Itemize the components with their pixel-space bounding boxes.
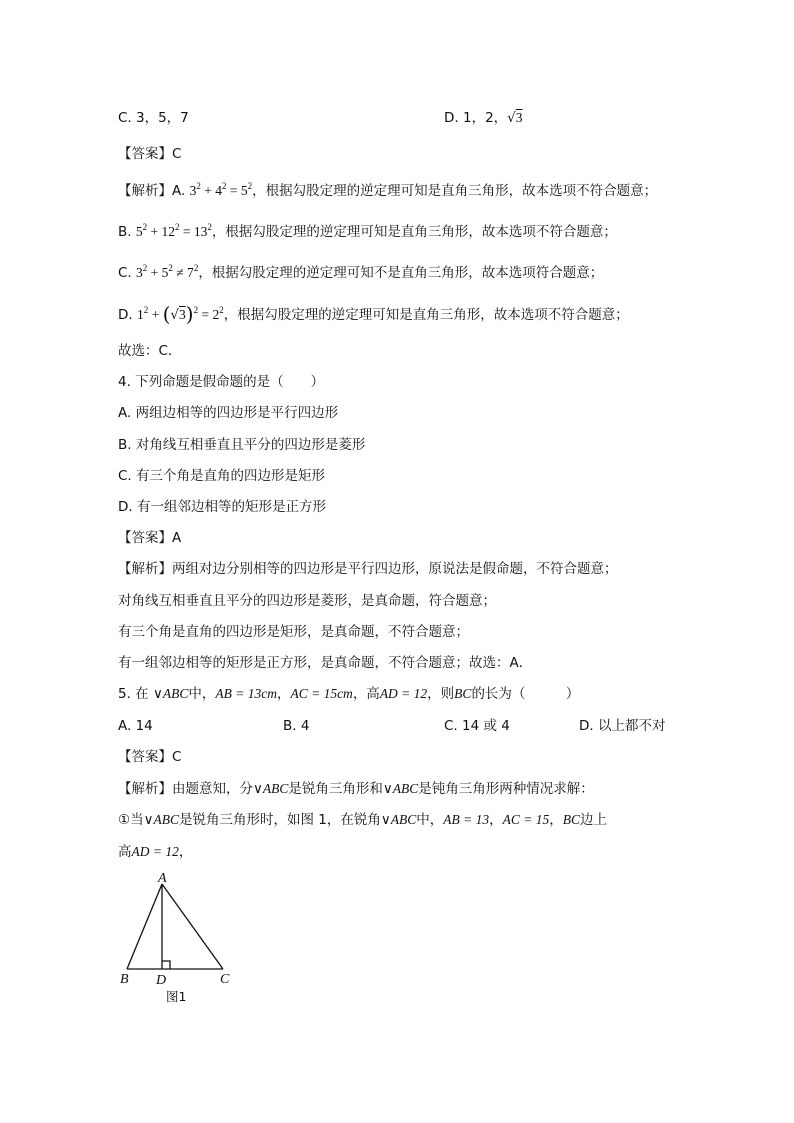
triangle-figure: [116, 868, 246, 1008]
label-b: B: [120, 972, 129, 987]
math-formula: $3^2 + 4^2 = 5^2$: [189, 181, 253, 198]
figure-caption: 图1: [166, 989, 187, 1004]
q3-answer: 【答案】C: [118, 146, 182, 162]
q3-option-c: C. 3，5，7: [118, 110, 189, 126]
q4-option-c: C. 有三个角是直角的四边形是矩形: [118, 468, 326, 484]
q3-analysis-c: C. $3^2 + 5^2 \ne 7^2$，根据勾股定理的逆定理可知不是直角三角形，故本选项符合题意；: [118, 263, 604, 281]
q3-analysis-a: 【解析】A. $3^2 + 4^2 = 5^2$，根据勾股定理的逆定理可知是直角三角形，故本选项不符合题意；: [118, 181, 658, 199]
q5-option-d: D. 以上都不对: [579, 718, 666, 734]
sqrt-symbol: √: [507, 110, 516, 126]
math-formula: $5^2 + 12^2 = 13^2$: [135, 222, 212, 239]
q4-question: 4. 下列命题是假命题的是（ ）: [118, 374, 325, 390]
math-formula: $1^2 + (√3)^2 = 2^2$: [136, 302, 224, 326]
label-a: A: [158, 871, 167, 886]
segment-ac: [162, 884, 223, 969]
q5-analysis-2: ①当∨ABC是锐角三角形时，如图 1，在锐角∨ABC中，AB = 13，AC = 15，BC边上: [118, 812, 608, 828]
triangle-symbol: ∨: [152, 686, 163, 701]
q4-analysis-1: 【解析】两组对边分别相等的四边形是平行四边形，原说法是假命题，不符合题意；: [118, 561, 618, 577]
math-formula: $3^2 + 5^2 \ne 7^2$: [136, 263, 199, 280]
q3-analysis-b: B. $5^2 + 12^2 = 13^2$，根据勾股定理的逆定理可知是直角三角形，故本选项不符合题意；: [118, 222, 617, 240]
q4-option-b: B. 对角线互相垂直且平分的四边形是菱形: [118, 437, 366, 453]
q5-question: 5. 在 ∨ABC中，AB = 13cm，AC = 15cm，高AD = 12，则BC的长为（ ）: [118, 686, 580, 702]
label-c: C: [220, 972, 230, 987]
q4-option-a: A. 两组边相等的四边形是平行四边形: [118, 405, 339, 421]
q5-analysis-3: 高AD = 12，: [118, 844, 193, 860]
q5-answer: 【答案】C: [118, 749, 182, 765]
q5-option-c: C. 14 或 4: [444, 718, 510, 734]
q4-analysis-4: 有一组邻边相等的矩形是正方形，是真命题，不符合题意；故选：A．: [118, 655, 533, 671]
right-angle-mark: [162, 961, 170, 969]
q4-option-d: D. 有一组邻边相等的矩形是正方形: [118, 499, 326, 515]
q3-analysis-d: D. $1^2 + (√3)^2 = 2^2$，根据勾股定理的逆定理可知是直角三角形，故本选项不符合题意；: [118, 302, 629, 326]
q4-analysis-3: 有三个角是直角的四边形是矩形，是真命题，不符合题意；: [118, 624, 469, 640]
segment-ab: [127, 884, 162, 969]
q3-option-d: D. 1，2，√3: [444, 110, 523, 126]
q4-answer: 【答案】A: [118, 530, 182, 546]
q4-analysis-2: 对角线互相垂直且平分的四边形是菱形，是真命题，符合题意；: [118, 593, 496, 609]
q5-option-b: B. 4: [283, 718, 310, 734]
q3-conclusion: 故选：C．: [118, 343, 182, 359]
q5-analysis-1: 【解析】由题意知，分∨ABC是锐角三角形和∨ABC是钝角三角形两种情况求解：: [118, 781, 594, 797]
q5-option-a: A. 14: [118, 718, 153, 734]
label-d: D: [156, 973, 167, 988]
